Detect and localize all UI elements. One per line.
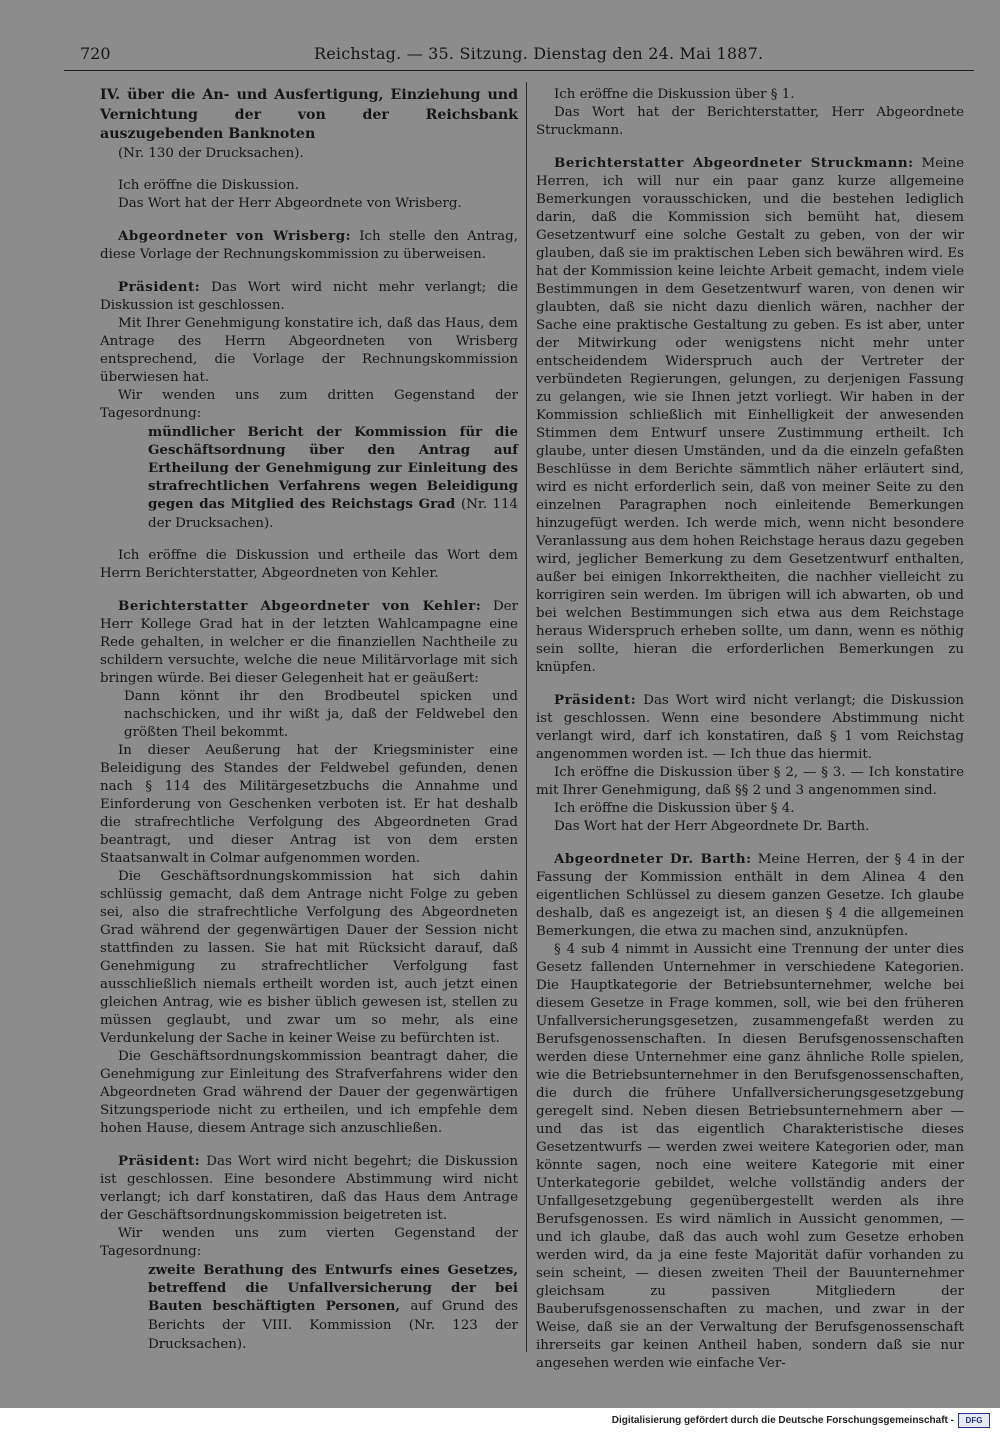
right-column	[536, 86, 964, 1373]
paragraph: Ich eröffne die Diskussion über § 2, — § 3. — Ich konstatire mit Ihrer Genehmigung, daß §§ 2 und 3 angenommen sind.	[536, 765, 964, 798]
quoted-statement: Dann könnt ihr den Brodbeutel spicken und nachschicken, und ihr wißt ja, daß der Feldwebel den größten Theil bekommt.	[124, 688, 518, 740]
paragraph: (Nr. 130 der Drucksachen).	[118, 145, 304, 161]
column-divider	[526, 82, 527, 1352]
paragraph: In dieser Aeußerung hat der Kriegsminister eine Beleidigung des Standes der Feldwebel gefunden, denen nach § 114 des Militärgesetzbuchs die Annahme und Einforderung von Geschenken verboten ist. Er hat deshalb die strafrechtliche Verfolgung des Abgeordneten Grad beantragt, und dieser Antrag ist von dem ersten Staatsanwalt in Colmar aufgenommen worden.	[100, 742, 518, 866]
agenda-item-reference: (Nr. 114 der Drucksachen).	[148, 496, 518, 531]
speaker-name: Präsident:	[554, 692, 637, 708]
paragraph: Ich eröffne die Diskussion und ertheile das Wort dem Herrn Berichterstatter, Abgeordneten von Kehler.	[100, 547, 518, 581]
agenda-item-title: zweite Berathung des Entwurfs eines Gesetzes, betreffend die Unfallversicherung der bei Bauten beschäftigten Personen,	[148, 1261, 518, 1314]
speech-text: Das Wort wird nicht begehrt; die Diskussion ist geschlossen. Eine besondere Abstimmung wird nicht verlangt; ich darf konstatiren, daß das Haus dem Antrage der Geschäftsordnungskommission beigetreten ist.	[100, 1153, 518, 1223]
section-heading-iv: IV. über die An- und Ausfertigung, Einziehung und Vernichtung der von der Reichsbank auszugebenden Banknoten	[100, 87, 518, 142]
speech-paragraph	[100, 1152, 518, 1225]
paragraph: Das Wort hat der Berichterstatter, Herr Abgeordnete Struckmann.	[536, 105, 964, 138]
paragraph: Die Geschäftsordnungskommission beantragt daher, die Genehmigung zur Einleitung des Strafverfahrens wider den Abgeordneten Grad während der Dauer der gegenwärtigen Sitzungsperiode nicht zu ertheilen, und ich empfehle dem hohen Hause, diesem Antrage sich anzuschließen.	[100, 1048, 518, 1136]
paragraph: Mit Ihrer Genehmigung konstatire ich, daß das Haus, dem Antrage des Herrn Abgeordneten von Wrisberg entsprechend, die Vorlage der Rechnungskommission überwiesen hat.	[100, 315, 518, 385]
speaker-name: Abgeordneter Dr. Barth:	[554, 851, 752, 867]
speech-paragraph	[536, 691, 964, 764]
running-header	[64, 40, 974, 71]
paragraph: Die Geschäftsordnungskommission hat sich dahin schlüssig gemacht, daß dem Antrage nicht Folge zu geben sei, also die strafrechtliche Verfolgung des Abgeordneten Grad während der gegenwärtigen Dauer der Session nicht stattfinden zu lassen. Sie hat mit Rücksicht darauf, daß Genehmigung zu strafrechtlicher Verfolgung fast ausschließlich niemals ertheilt worden ist, auch jetzt einen gleichen Antrag, wie es bisher üblich gewesen ist, stellen zu müssen geglaubt, und zwar um so mehr, als eine Verdunkelung der Sache in keiner Weise zu befürchten ist.	[100, 868, 518, 1046]
speech-paragraph	[100, 597, 518, 688]
speaker-name: Berichterstatter Abgeordneter Struckmann:	[554, 155, 914, 171]
footer-bar	[0, 1408, 1000, 1432]
agenda-item	[100, 1261, 518, 1354]
speech-text: Meine Herren, der § 4 in der Fassung der Kommission enthält in dem Alinea 4 den eigentlichen Schlüssel zu diesem ganzen Gesetze. Ich glaube deshalb, daß es angezeigt ist, an diesen § 4 die allgemeinen Bemerkungen, die etwa zu machen sind, anzuknüpfen.	[536, 852, 964, 939]
page-number: 720	[80, 44, 111, 63]
speech-paragraph	[536, 154, 964, 677]
dfg-logo: DFG	[958, 1413, 990, 1428]
paragraph: Ich eröffne die Diskussion über § 1.	[554, 87, 795, 102]
funding-credit: Digitalisierung gefördert durch die Deutsche Forschungsgemeinschaft -	[611, 1415, 954, 1426]
paragraph: Ich eröffne die Diskussion über § 4.	[554, 801, 795, 816]
speech-text: Das Wort wird nicht mehr verlangt; die Diskussion ist geschlossen.	[100, 279, 518, 313]
speaker-name: Präsident:	[118, 1152, 201, 1169]
paragraph: Das Wort hat der Herr Abgeordnete Dr. Barth.	[554, 819, 870, 834]
paragraph: Wir wenden uns zum vierten Gegenstand der Tagesordnung:	[100, 1225, 518, 1259]
running-title: Reichstag. — 35. Sitzung. Dienstag den 24. Mai 1887.	[314, 44, 764, 63]
left-column	[100, 86, 518, 1354]
agenda-item-reference: auf Grund des Berichts der VIII. Kommission (Nr. 123 der Drucksachen).	[148, 1298, 518, 1352]
speaker-name: Präsident:	[118, 278, 201, 295]
paragraph: § 4 sub 4 nimmt in Aussicht eine Trennung der unter dies Gesetz fallenden Unternehmer in verschiedene Kategorien. Die Hauptkategorie der Betriebsunternehmer, welche bei diesem Gesetze in Frage kommen, soll, wie bei den früheren Unfallversicherungsgesetzen, zusammengefaßt werden zu Berufsgenossenschaften. In diesen Berufsgenossenschaften werden diese Unternehmer eine ganz ähnliche Rolle spielen, wie die Betriebsunternehmer in den Berufsgenossenschaften, die durch die frühere Unfallversicherungsgesetzgebung geregelt sind. Neben diesen Betriebsunternehmern aber — und das ist das eigentlich Charakteristische dieses Gesetzentwurfs — werden zwei weitere Kategorien oder, man könnte sagen, noch eine weitere Kategorie mit einer Unterkategorie gebildet, welche vollständig anders der Unfallgesetzgebung gegenübergestellt werden als ihre Berufsgenossen. Es wird nämlich in Aussicht genommen, — und ich glaube, daß das auch wohl zum Gesetze erhoben werden wird, da ja eine feste Majorität dafür vorhanden zu sein scheint, — diesen zweiten Theil der Bauunternehmer gleichsam zu passiven Mitgliedern der Bauberufsgenossenschaften zu machen, und zwar in der Weise, daß sie an der Verwaltung der Berufsgenossenschaft ihrerseits gar keinen Antheil haben, sondern daß sie nur angesehen werden wie einfache Ver-	[536, 942, 964, 1371]
speech-text: Ich stelle den Antrag, diese Vorlage der Rechnungskommission zu überweisen.	[100, 228, 518, 262]
agenda-item	[100, 423, 518, 533]
speech-paragraph	[100, 227, 518, 264]
paragraph: Das Wort hat der Herr Abgeordnete von Wrisberg.	[118, 195, 462, 211]
speech-paragraph	[100, 278, 518, 315]
speech-paragraph	[536, 850, 964, 941]
speech-text: Das Wort wird nicht verlangt; die Diskussion ist geschlossen. Wenn eine besondere Abstimmung nicht verlangt wird, darf ich konstatiren, daß § 1 vom Reichstag angenommen worden ist. — Ich thue das hiermit.	[536, 693, 964, 762]
speaker-name: Berichterstatter Abgeordneter von Kehler:	[118, 597, 482, 614]
paragraph: Ich eröffne die Diskussion.	[118, 177, 300, 193]
paragraph: Wir wenden uns zum dritten Gegenstand der Tagesordnung:	[100, 387, 518, 421]
agenda-item-title: mündlicher Bericht der Kommission für die Geschäftsordnung über den Antrag auf Ertheilung der Genehmigung zur Einleitung des strafrechtlichen Verfahrens wegen Beleidigung gegen das Mitglied des Reichstags Grad	[148, 423, 518, 512]
speaker-name: Abgeordneter von Wrisberg:	[118, 227, 352, 244]
speech-text: Der Herr Kollege Grad hat in der letzten Wahlcampagne eine Rede gehalten, in welcher er die finanziellen Nachtheile zu schildern versuchte, welche die neue Militärvorlage mit sich bringen würde. Bei dieser Gelegenheit hat er geäußert:	[100, 598, 518, 686]
speech-text: Meine Herren, ich will nur ein paar ganz kurze allgemeine Bemerkungen vorausschicken, und die bestehen lediglich darin, daß die Kommission sich bemüht hat, diesem Gesetzentwurf eine solche Gestalt zu geben, von der wir glauben, daß sie im praktischen Leben sich bewähren wird. Es hat der Kommission keine leichte Arbeit gemacht, indem viele Bestimmungen in dem Gesetzentwurf waren, von denen wir glaubten, daß sie nicht dazu dienlich wären, nachher der Sache eine praktische Gestaltung zu geben. Es ist aber, unter der Mitwirkung oder wenigstens nicht mehr unter entscheidendem Widerspruch auch der Vertreter der verbündeten Regierungen, gelungen, zu derjenigen Fassung zu gelangen, wie sie Ihnen jetzt vorliegt. Wir haben in der Kommission schließlich mit Einhelligkeit der anwesenden Stimmen dem Entwurf unsere Zustimmung ertheilt. Ich glaube, unter diesen Umständen, und da die einzeln gefaßten Beschlüsse in dem Berichte sämmtlich näher erläutert sind, wird es nicht erforderlich sein, daß von meiner Seite zu den einzelnen Paragraphen noch einleitende Bemerkungen hinzugefügt werden. Ich werde mich, wenn nicht besondere Veranlassung aus dem hohen Reichstage heraus dazu gegeben wird, jeglicher Bemerkung zu dem Gesetzentwurf enthalten, außer bei einigen Inkorrektheiten, die nachher vielleicht zu korrigiren sein werden. Im übrigen will ich abwarten, ob und bei welchen Bestimmungen sich etwa aus dem Reichstage heraus Widerspruch erheben sollte, um dann, wenn es nöthig sein sollte, hieran die erforderlichen Bemerkungen zu knüpfen.	[536, 156, 964, 675]
